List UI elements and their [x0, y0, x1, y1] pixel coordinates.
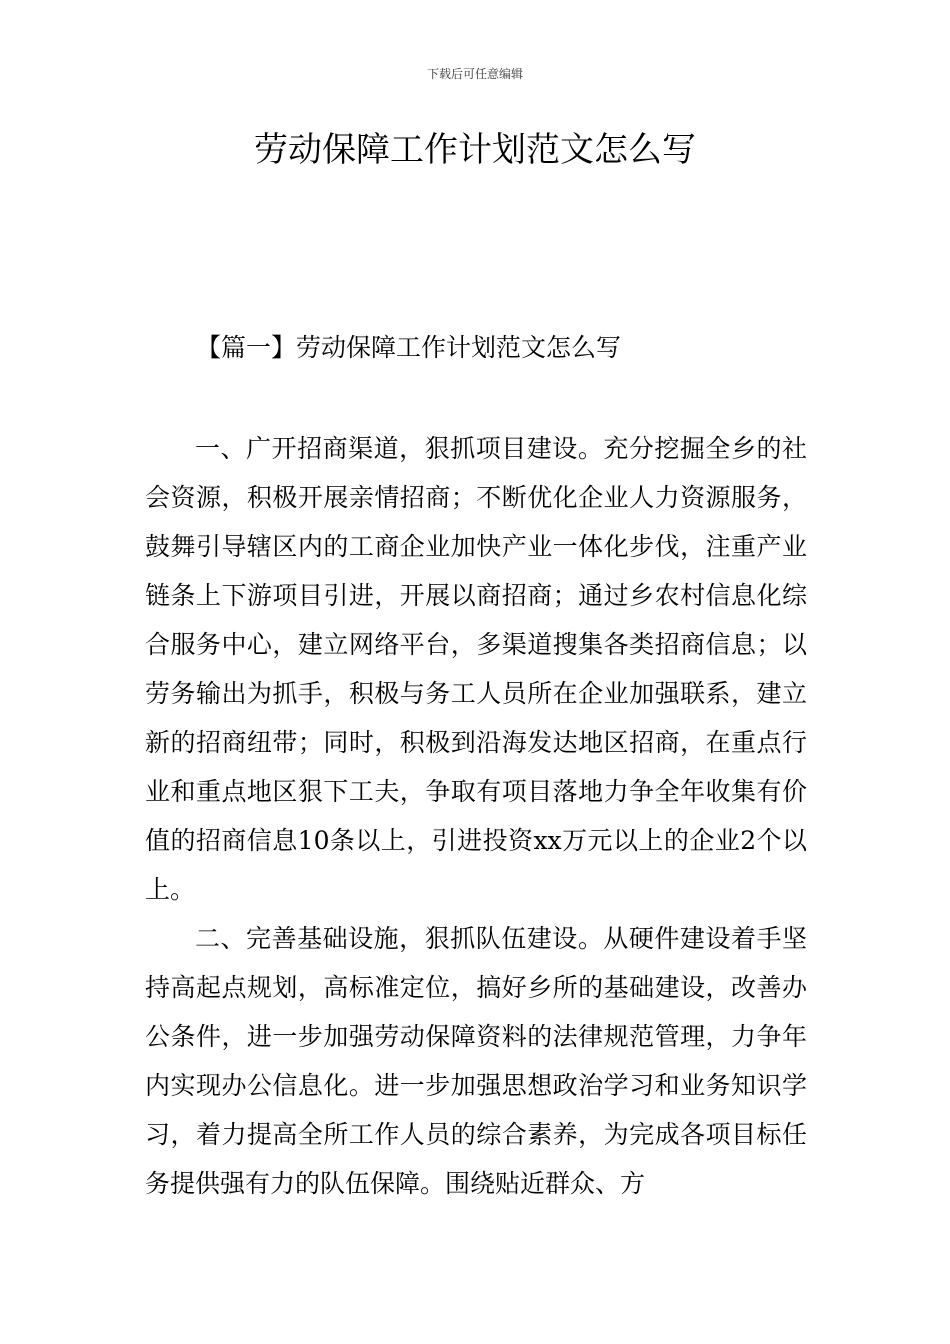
- document-title: 劳动保障工作计划范文怎么写: [254, 130, 696, 170]
- section-heading: 【篇一】劳动保障工作计划范文怎么写: [196, 333, 622, 362]
- header-note: 下载后可任意编辑: [426, 67, 523, 81]
- paragraph-2: 二、完善基础设施，狠抓队伍建设。从硬件建设着手坚持高起点规划，高标准定位，搞好乡所的基础建设，改善办公条件，进一步加强劳动保障资料的法律规范管理，力争年内实现办公信息化。进一步加强思想政治学习和业务知识学习，着力提高全所工作人员的综合素养，为完成各项目标任务提供强有力的队伍保障。围绕贴近群众、方: [145, 924, 807, 1198]
- document-body: [145, 424, 807, 1208]
- paragraph-1: 一、广开招商渠道，狠抓项目建设。充分挖掘全乡的社会资源，积极开展亲情招商；不断优化企业人力资源服务，鼓舞引导辖区内的工商企业加快产业一体化步伐，注重产业链条上下游项目引进，开展以商招商；通过乡农村信息化综合服务中心，建立网络平台，多渠道搜集各类招商信息；以劳务输出为抓手，积极与务工人员所在企业加强联系，建立新的招商纽带；同时，积极到沿海发达地区招商，在重点行业和重点地区狠下工夫，争取有项目落地力争全年收集有价值的招商信息10条以上，引进投资xx万元以上的企业2个以上。: [145, 434, 807, 904]
